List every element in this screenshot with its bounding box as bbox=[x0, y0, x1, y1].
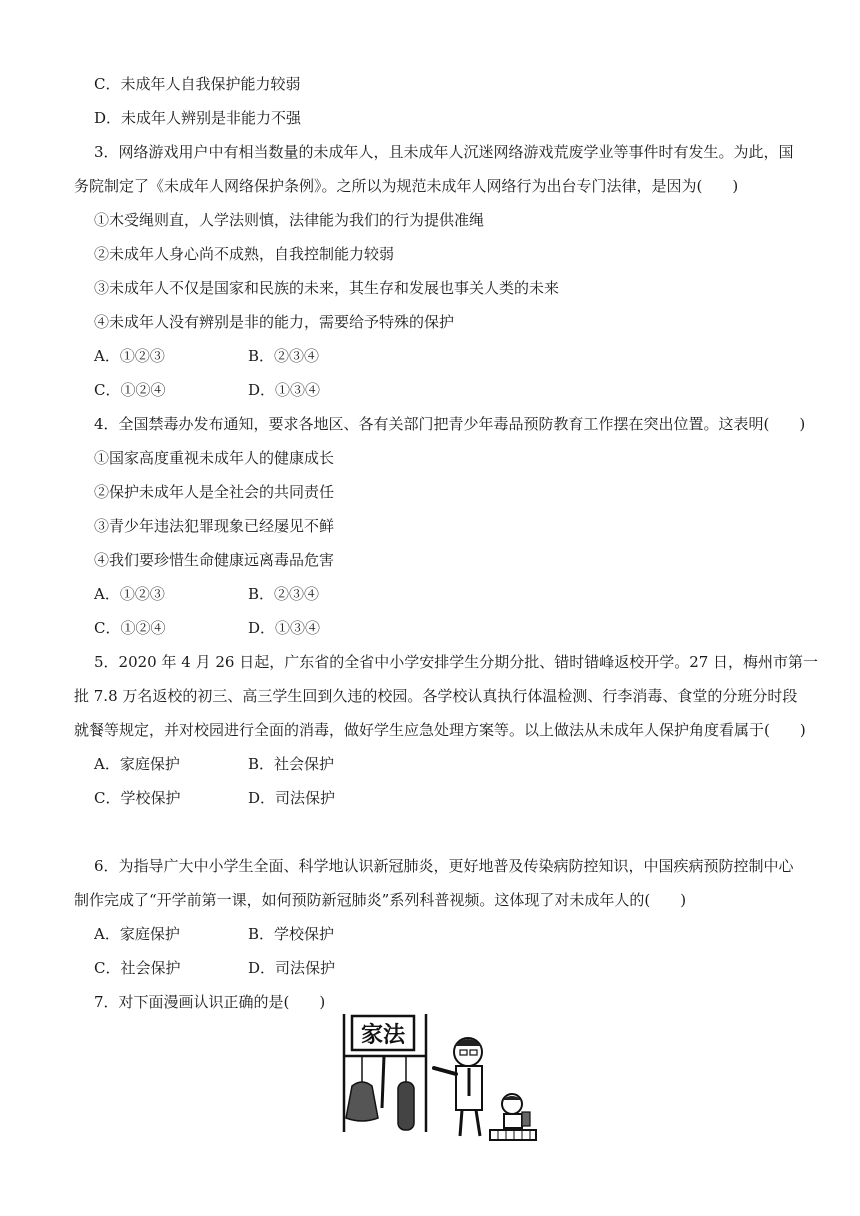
q4-statement-1: ①国家高度重视未成年人的健康成长 bbox=[94, 449, 335, 467]
q2-option-d: D．未成年人辨别是非能力不强 bbox=[94, 109, 302, 127]
q4-option-b: B．②③④ bbox=[248, 585, 320, 603]
q3-statement-3: ③未成年人不仅是国家和民族的未来，其生存和发展也事关人类的未来 bbox=[94, 279, 560, 297]
q3-option-a: A．①②③ bbox=[94, 347, 165, 365]
family-rule-cartoon bbox=[338, 1012, 560, 1148]
feather-duster-icon bbox=[398, 1082, 414, 1130]
q4-stem: 4．全国禁毒办发布通知，要求各地区、各有关部门把青少年毒品预防教育工作摆在突出位置。这表明( ) bbox=[94, 415, 806, 433]
q6-option-d: D．司法保护 bbox=[248, 959, 336, 977]
stick-icon bbox=[382, 1056, 384, 1108]
pointing-arm bbox=[434, 1068, 456, 1074]
q3-statement-1: ①木受绳则直，人学法则慎，法律能为我们的行为提供准绳 bbox=[94, 211, 485, 229]
q7-stem: 7．对下面漫画认识正确的是( ) bbox=[94, 993, 326, 1011]
q3-option-d: D．①③④ bbox=[248, 381, 321, 399]
q6-option-a: A．家庭保护 bbox=[94, 925, 180, 943]
q3-option-b: B．②③④ bbox=[248, 347, 320, 365]
q6-option-c: C．社会保护 bbox=[94, 959, 181, 977]
schoolbag-icon bbox=[522, 1112, 530, 1126]
q4-option-a: A．①②③ bbox=[94, 585, 165, 603]
q3-stem-line2: 务院制定了《未成年人网络保护条例》。之所以为规范未成年人网络行为出台专门法律，是因为( ) bbox=[74, 177, 739, 195]
q6-stem-line2: 制作完成了“开学前第一课，如何预防新冠肺炎”系列科普视频。这体现了对未成年人的( ) bbox=[74, 891, 687, 909]
q5-option-b: B．社会保护 bbox=[248, 755, 335, 773]
q3-stem-line1: 3．网络游戏用户中有相当数量的未成年人，且未成年人沉迷网络游戏荒废学业等事件时有发生。为此，国 bbox=[94, 143, 794, 161]
q5-option-a: A．家庭保护 bbox=[94, 755, 180, 773]
q4-statement-2: ②保护未成年人是全社会的共同责任 bbox=[94, 483, 335, 501]
q5-stem-line1: 5．2020 年 4 月 26 日起，广东省的全省中小学安排学生分期分批、错时错峰返校开学。27 日，梅州市第一 bbox=[94, 653, 819, 671]
q2-option-c: C．未成年人自我保护能力较弱 bbox=[94, 75, 301, 93]
child-body bbox=[504, 1114, 522, 1128]
q4-statement-3: ③青少年违法犯罪现象已经屡见不鲜 bbox=[94, 517, 335, 535]
q3-statement-4: ④未成年人没有辨别是非的能力，需要给予特殊的保护 bbox=[94, 313, 455, 331]
q3-statement-2: ②未成年人身心尚不成熟，自我控制能力较弱 bbox=[94, 245, 395, 263]
q5-stem-line2: 批 7.8 万名返校的初三、高三学生回到久违的校园。各学校认真执行体温检测、行李消毒、食堂的分班分时段 bbox=[74, 687, 798, 705]
q5-option-d: D．司法保护 bbox=[248, 789, 336, 807]
sign-text: 家法 bbox=[360, 1023, 406, 1048]
washboard-icon bbox=[490, 1130, 536, 1140]
q3-option-c: C．①②④ bbox=[94, 381, 166, 399]
q4-option-d: D．①③④ bbox=[248, 619, 321, 637]
q4-option-c: C．①②④ bbox=[94, 619, 166, 637]
q6-stem-line1: 6．为指导广大中小学生全面、科学地认识新冠肺炎，更好地普及传染病防控知识，中国疾病预防控制中心 bbox=[94, 857, 794, 875]
q5-stem-line3: 就餐等规定，并对校园进行全面的消毒，做好学生应急处理方案等。以上做法从未成年人保护角度看属于( ) bbox=[74, 721, 806, 739]
q5-option-c: C．学校保护 bbox=[94, 789, 181, 807]
q6-option-b: B．学校保护 bbox=[248, 925, 335, 943]
broom-icon bbox=[346, 1082, 378, 1121]
q4-statement-4: ④我们要珍惜生命健康远离毒品危害 bbox=[94, 551, 335, 569]
